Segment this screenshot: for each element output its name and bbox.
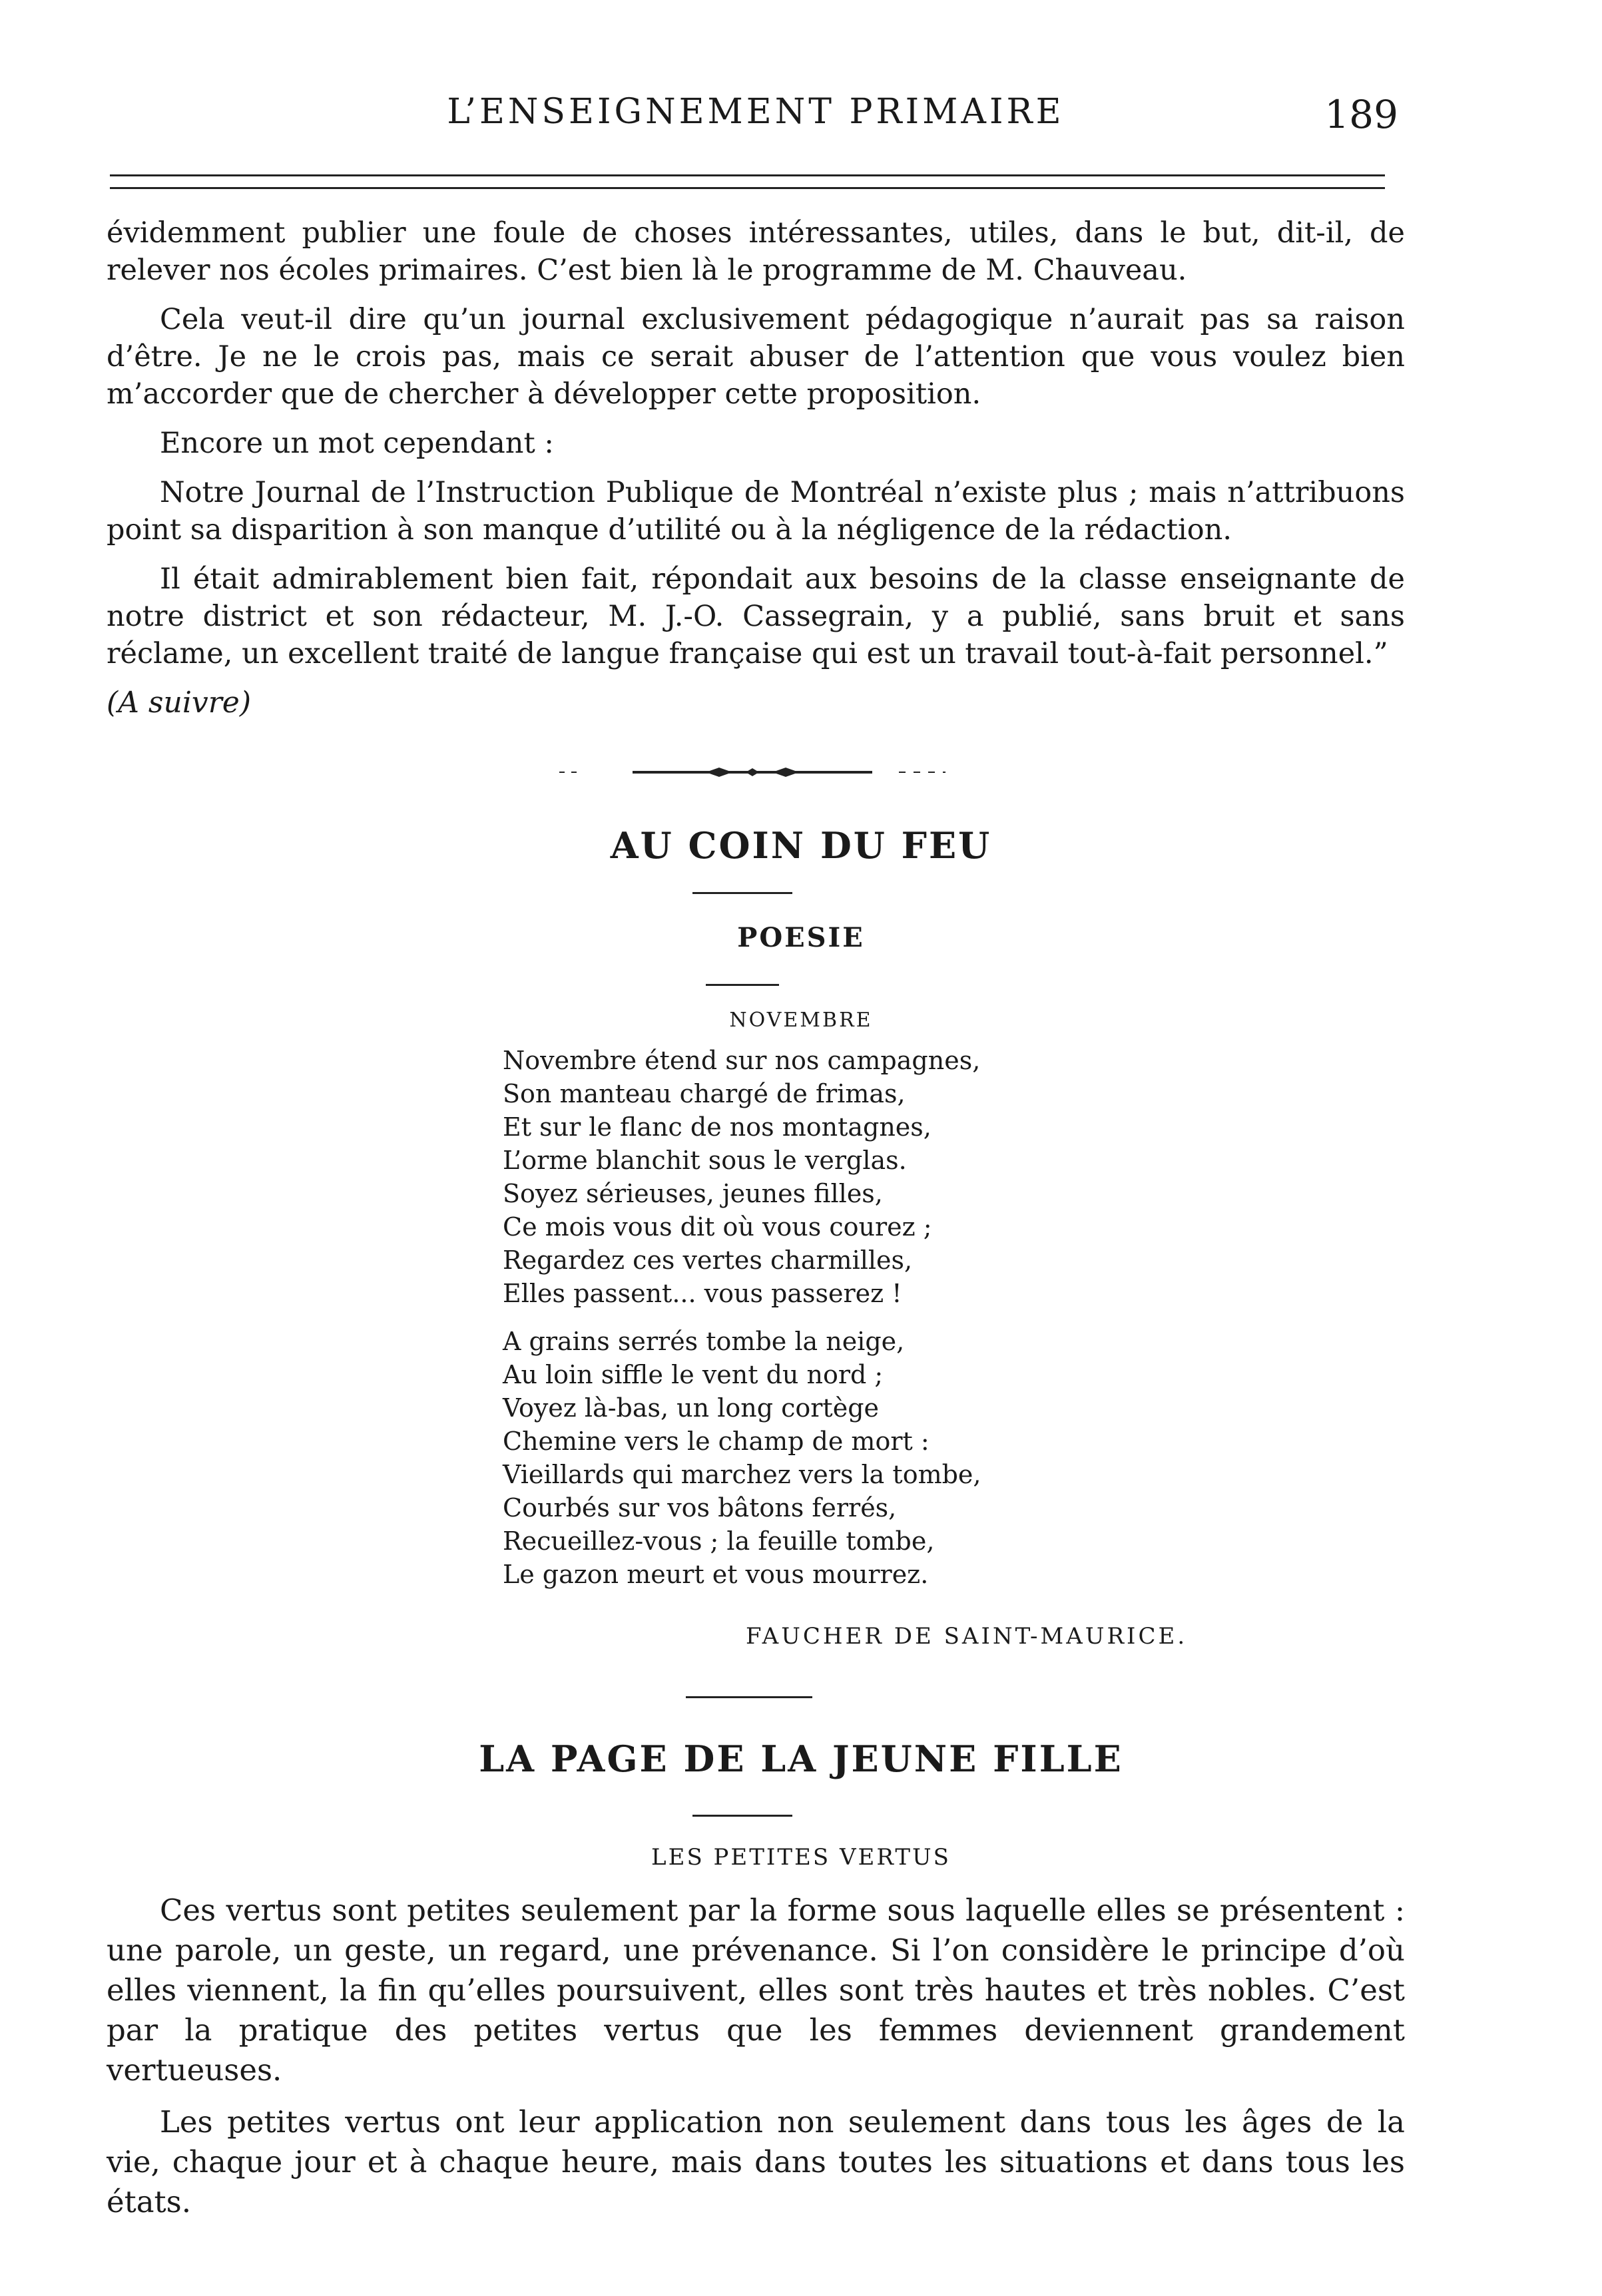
ornamental-divider <box>553 766 952 779</box>
poem-line: L’orme blanchit sous le verglas. <box>503 1146 907 1175</box>
poem-line: Vieillards qui marchez vers la tombe, <box>503 1460 981 1489</box>
page-number: 189 <box>1324 92 1398 137</box>
poem-line: Regardez ces vertes charmilles, <box>503 1246 913 1275</box>
girl-text <box>107 1891 1405 2234</box>
section-heading: AU COIN DU FEU <box>610 824 992 867</box>
section-rule <box>686 1696 812 1698</box>
poem-line: Au loin siffle le vent du nord ; <box>503 1360 884 1389</box>
poem-title: NOVEMBRE <box>729 1009 873 1032</box>
poem-line: Voyez là-bas, un long cortège <box>503 1393 880 1423</box>
poem <box>503 1044 1235 1606</box>
poem-line: Et sur le flanc de nos montagnes, <box>503 1112 932 1142</box>
poem-line: Chemine vers le champ de mort : <box>503 1427 930 1456</box>
running-header <box>107 92 1405 138</box>
poem-line: A grains serrés tombe la neige, <box>503 1327 905 1356</box>
poem-line: Ce mois vous dit où vous courez ; <box>503 1212 932 1242</box>
subheading-rule <box>706 984 779 986</box>
poem-line: Novembre étend sur nos campagnes, <box>503 1046 981 1075</box>
to-follow-note: (A suivre) <box>107 686 252 720</box>
section-heading: LA PAGE DE LA JEUNE FILLE <box>479 1737 1123 1780</box>
running-title: L’ENSEIGNEMENT PRIMAIRE <box>447 92 1065 132</box>
paragraph: Les petites vertus ont leur application non seulement dans tous les âges de la vie, chaque jour et à chaque heure, mais dans toutes les situations et dans tous les états. <box>107 2104 1405 2219</box>
poem-stanza <box>503 1044 1235 1310</box>
section-subheading: POESIE <box>737 922 865 953</box>
paragraph: Notre Journal de l’Instruction Publique de Montréal n’existe plus ; mais n’attribuons point sa disparition à son manque d’utilité ou à la négligence de la rédaction. <box>107 476 1405 547</box>
header-rule <box>110 174 1385 189</box>
poem-line: Elles passent... vous passerez ! <box>503 1279 902 1308</box>
intro-text <box>107 214 1405 734</box>
poem-line: Soyez sérieuses, jeunes filles, <box>503 1179 883 1208</box>
paragraph: évidemment publier une foule de choses intéressantes, utiles, dans le but, dit-il, de relever nos écoles primaires. C’est bien là le programme de M. Chauveau. <box>107 216 1405 287</box>
poem-author: FAUCHER DE SAINT-MAURICE. <box>746 1623 1188 1650</box>
paragraph: Encore un mot cependant : <box>160 427 554 460</box>
poem-stanza <box>503 1325 1235 1591</box>
poem-line: Son manteau chargé de frimas, <box>503 1079 906 1108</box>
heading-rule <box>692 892 792 894</box>
paragraph: Il était admirablement bien fait, répondait aux besoins de la classe enseignante de notre district et son rédacteur, M. J.-O. Cassegrain, y a publié, sans bruit et sans réclame, un excellent traité de langue française qui est un travail tout-à-fait personnel.” <box>107 563 1405 670</box>
paragraph: Cela veut-il dire qu’un journal exclusivement pédagogique n’aurait pas sa raison d’être. Je ne le crois pas, mais ce serait abuser de l’attention que vous voulez bien m’accorder que de chercher à développer cette proposition. <box>107 303 1405 411</box>
paragraph: Ces vertus sont petites seulement par la forme sous laquelle elles se présentent : une parole, un geste, un regard, une prévenance. Si l’on considère le principe d’où elles viennent, la fin qu’elles poursuivent, elles sont très hautes et très nobles. C’est par la pratique des petites vertus que les femmes deviennent grandement vertueuses. <box>107 1893 1405 2088</box>
heading-rule <box>692 1815 792 1817</box>
poem-line: Le gazon meurt et vous mourrez. <box>503 1560 929 1589</box>
section-subheading: LES PETITES VERTUS <box>651 1844 951 1871</box>
poem-line: Recueillez-vous ; la feuille tombe, <box>503 1526 935 1556</box>
poem-line: Courbés sur vos bâtons ferrés, <box>503 1493 897 1522</box>
